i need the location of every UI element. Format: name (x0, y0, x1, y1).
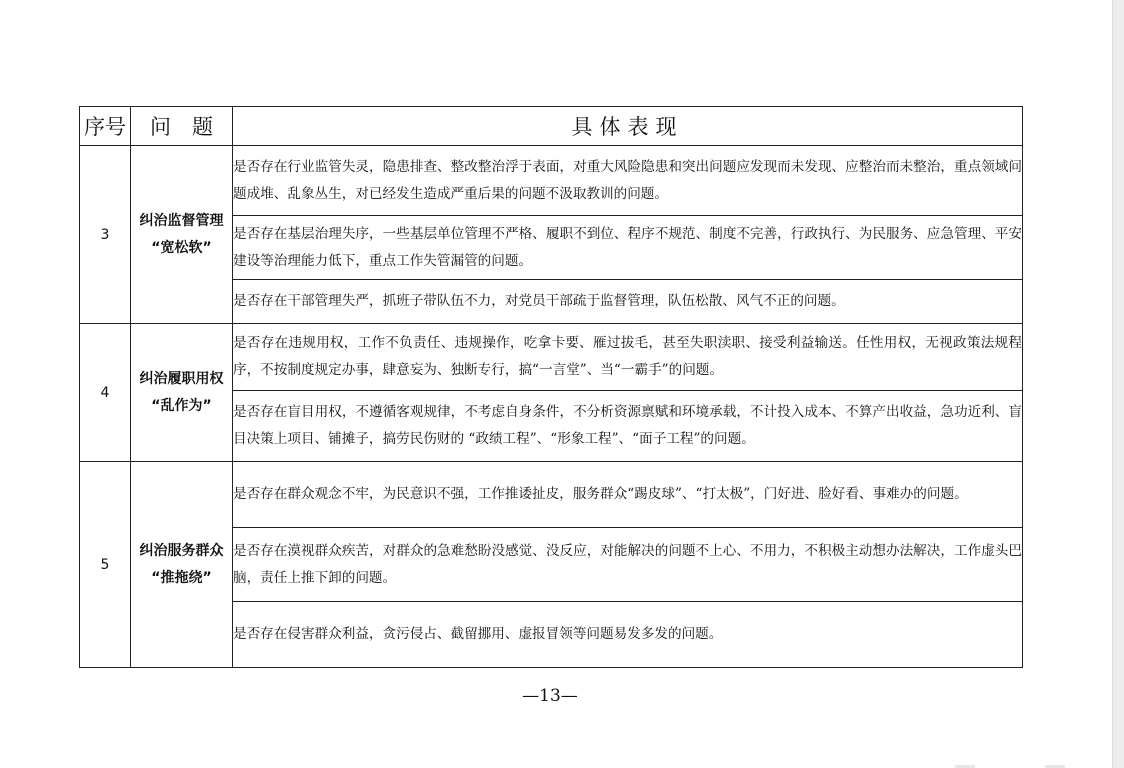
issue-detail: 是否存在违规用权，工作不负责任、违规操作，吃拿卡要、雁过拔毛，甚至失职渎职、接受利益输送。任性用权，无视政策法规程序，不按制度规定办事，肆意妄为、独断专行，搞“一言堂”、当“一霸手”的问题。 (233, 324, 1023, 391)
row-number: 4 (80, 324, 131, 462)
row-number: 3 (80, 146, 131, 324)
viewer-scrollbar-track[interactable] (1112, 0, 1124, 768)
issue-category (131, 324, 233, 462)
category-line: 纠治监督管理 (139, 212, 224, 229)
table-header-row (80, 107, 1023, 146)
page-number: —13— (522, 686, 578, 706)
header-detail: 具体表现 (233, 107, 1023, 146)
category-line: “乱作为” (151, 397, 212, 414)
issue-detail: 是否存在群众观念不牢，为民意识不强，工作推诿扯皮，服务群众“踢皮球”、“打太极”，门好进、脸好看、事难办的问题。 (233, 462, 1023, 528)
issue-detail: 是否存在基层治理失序，一些基层单位管理不严格、履职不到位、程序不规范、制度不完善，行政执行、为民服务、应急管理、平安建设等治理能力低下，重点工作失管漏管的问题。 (233, 216, 1023, 280)
table-row (80, 146, 1023, 216)
header-issue: 问 题 (131, 107, 233, 146)
category-line: 纠治履职用权 (139, 370, 224, 387)
table-row (80, 324, 1023, 391)
issue-detail: 是否存在漠视群众疾苦，对群众的急难愁盼没感觉、没反应，对能解决的问题不上心、不用力，不积极主动想办法解决，工作虚头巴脑，责任上推下卸的问题。 (233, 528, 1023, 602)
category-line: 纠治服务群众 (139, 542, 224, 559)
issues-table (79, 106, 1023, 668)
issue-detail: 是否存在侵害群众利益，贪污侵占、截留挪用、虚报冒领等问题易发多发的问题。 (233, 602, 1023, 668)
header-seq: 序号 (80, 107, 131, 146)
category-line: “推拖绕” (151, 569, 212, 586)
issue-category (131, 462, 233, 668)
issue-detail: 是否存在干部管理失严，抓班子带队伍不力，对党员干部疏于监督管理，队伍松散、风气不正的问题。 (233, 280, 1023, 324)
category-line: “宽松软” (151, 239, 212, 256)
issue-detail: 是否存在盲目用权，不遵循客观规律，不考虑自身条件，不分析资源禀赋和环境承载，不计投入成本、不算产出收益，急功近利、盲目决策上项目、铺摊子，搞劳民伤财的 “政绩工程”、“形象工程”、“面子工程”的问题。 (233, 391, 1023, 462)
table-row (80, 462, 1023, 528)
issue-category (131, 146, 233, 324)
issue-detail: 是否存在行业监管失灵，隐患排查、整改整治浮于表面，对重大风险隐患和突出问题应发现而未发现、应整治而未整治，重点领域问题成堆、乱象丛生，对已经发生造成严重后果的问题不汲取教训的问题。 (233, 146, 1023, 216)
row-number: 5 (80, 462, 131, 668)
